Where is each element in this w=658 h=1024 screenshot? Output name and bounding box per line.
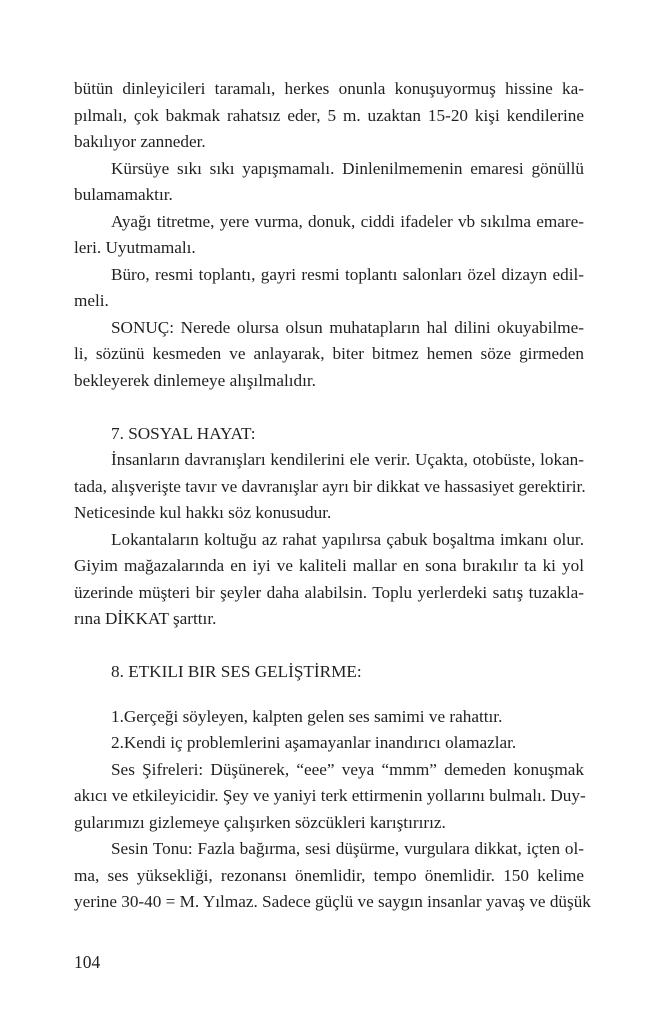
- text-line: bulamamaktır.: [74, 185, 173, 204]
- text-line: bakılıyor zanneder.: [74, 132, 206, 151]
- text-line: tada, alışverişte tavır ve davranışlar ayrı bir dikkat ve hassasiyet gerektirir.: [74, 476, 586, 496]
- text-line: rına DİKKAT şarttır.: [74, 609, 217, 628]
- section-effective-voice: [74, 659, 591, 916]
- section-heading: 7. SOSYAL HAYAT:: [111, 423, 256, 443]
- text-line: yerine 30-40 = M. Yılmaz. Sadece güçlü ve saygın insanlar yavaş ve düşük: [74, 892, 591, 911]
- paragraph: [74, 757, 584, 837]
- paragraph: [74, 527, 584, 633]
- text-line: İnsanların davranışları kendilerini ele verir. Uçakta, otobüste, lokan-: [111, 450, 584, 469]
- text-line: üzerinde müşteri bir şeyler daha alabilsin. Toplu yerlerdeki satış tuzakla-: [74, 582, 584, 602]
- text-line: ma, ses yüksekliği, rezonansı önemlidir, tempo önemlidir. 150 kelime: [74, 865, 584, 885]
- text-line: bütün dinleyicileri taramalı, herkes onunla konuşuyormuş hissine ka-: [74, 79, 584, 98]
- paragraph: [74, 156, 584, 209]
- text-line: akıcı ve etkileyicidir. Şey ve yaniyi terk ettirmenin yollarını bulmalı. Duy-: [74, 786, 586, 805]
- paragraph: [74, 447, 584, 527]
- section-heading: 8. ETKILI BIR SES GELİŞTİRME:: [111, 662, 362, 681]
- book-page-body: [74, 76, 591, 916]
- text-line: meli.: [74, 291, 109, 310]
- paragraph: [74, 262, 584, 315]
- spacer: [74, 686, 584, 704]
- text-line: li, sözünü kesmeden ve anlayarak, biter bitmez hemen söze girmeden: [74, 344, 584, 363]
- text-line: leri. Uyutmamalı.: [74, 238, 196, 257]
- text-line: Neticesinde kul hakkı söz konusudur.: [74, 503, 332, 522]
- list-item: [74, 730, 584, 757]
- text-line: gularımızı gizlemeye çalışırken sözcükleri karıştırırız.: [74, 812, 446, 832]
- paragraph-conclusion: [74, 315, 584, 395]
- text-line: 2.Kendi iç problemlerini aşamayanlar inandırıcı olamazlar.: [111, 733, 517, 752]
- section-social-life: [74, 421, 584, 633]
- text-line: Ses Şifreleri: Düşünerek, “eee” veya “mmm” demeden konuşmak: [111, 759, 584, 779]
- paragraph: [74, 836, 591, 916]
- text-line: Giyim mağazalarında en iyi ve kaliteli mallar en sona bırakılır ta ki yol: [74, 556, 584, 575]
- text-line: Sesin Tonu: Fazla bağırma, sesi düşürme, vurgulara dikkat, içten ol-: [111, 839, 584, 858]
- text-line: Büro, resmi toplantı, gayri resmi toplantı salonları özel dizayn edil-: [111, 264, 584, 284]
- list-item: [74, 704, 584, 731]
- paragraph: [74, 209, 584, 262]
- spacer: [74, 633, 584, 660]
- text-line: Ayağı titretme, yere vurma, donuk, ciddi ifadeler vb sıkılma emare-: [111, 211, 584, 231]
- text-line: SONUÇ: Nerede olursa olsun muhatapların hal dilini okuyabilme-: [111, 317, 584, 337]
- text-line: 1.Gerçeği söyleyen, kalpten gelen ses samimi ve rahattır.: [111, 706, 503, 726]
- paragraph: [74, 76, 584, 156]
- text-line: pılmalı, çok bakmak rahatsız eder, 5 m. uzaktan 15-20 kişi kendilerine: [74, 105, 584, 125]
- text-line: bekleyerek dinlemeye alışılmalıdır.: [74, 370, 316, 390]
- page-number: 104: [74, 952, 101, 972]
- text-line: Lokantaların koltuğu az rahat yapılırsa çabuk boşaltma imkanı olur.: [111, 529, 584, 549]
- text-line: Kürsüye sıkı sıkı yapışmamalı. Dinlenilmemenin emaresi gönüllü: [111, 158, 584, 178]
- spacer: [74, 394, 584, 421]
